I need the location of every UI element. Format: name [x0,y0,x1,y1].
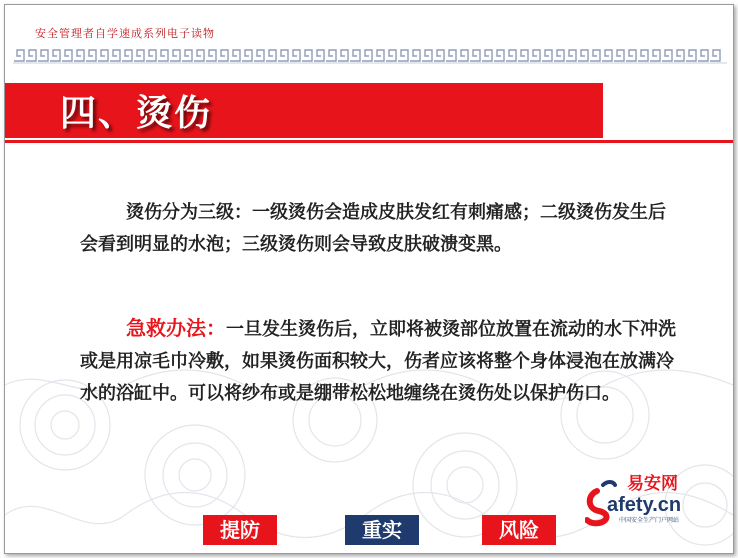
logo-cn-name: 易安网 [627,474,678,494]
logo-tagline: 中国安全生产门户网站 [619,517,680,524]
burn-levels-text: 烫伤分为三级：一级烫伤会造成皮肤发红有刺痛感；二级烫伤发生后会看到明显的水泡；三级烫伤则会导致皮肤破溃变黑。 [80,202,666,255]
logo-domain: afety.cn [607,494,682,516]
nav-button-risk[interactable]: 风险 [482,515,556,545]
decorative-pattern-band [13,46,727,64]
first-aid-text: 一旦发生烫伤后，立即将被烫部位放置在流动的水下冲洗或是用凉毛巾冷敷，如果烫伤面积较大，伤者应该将整个身体浸泡在放满冷水的浴缸中。可以将纱布或是绷带松松地缠绕在烫伤处以保护伤口。 [80,319,676,404]
nav-button-emphasize[interactable]: 重实 [345,515,419,545]
slide-title: 四、烫伤 [60,93,213,134]
first-aid-paragraph [80,312,680,410]
burn-levels-paragraph [80,197,680,261]
slide [4,4,734,554]
series-header: 安全管理者自学速成系列电子读物 [35,27,215,40]
safety-cn-logo [585,471,715,527]
title-underline [5,140,733,143]
nav-button-prevent[interactable]: 提防 [203,515,277,545]
first-aid-label: 急救办法： [126,316,226,340]
